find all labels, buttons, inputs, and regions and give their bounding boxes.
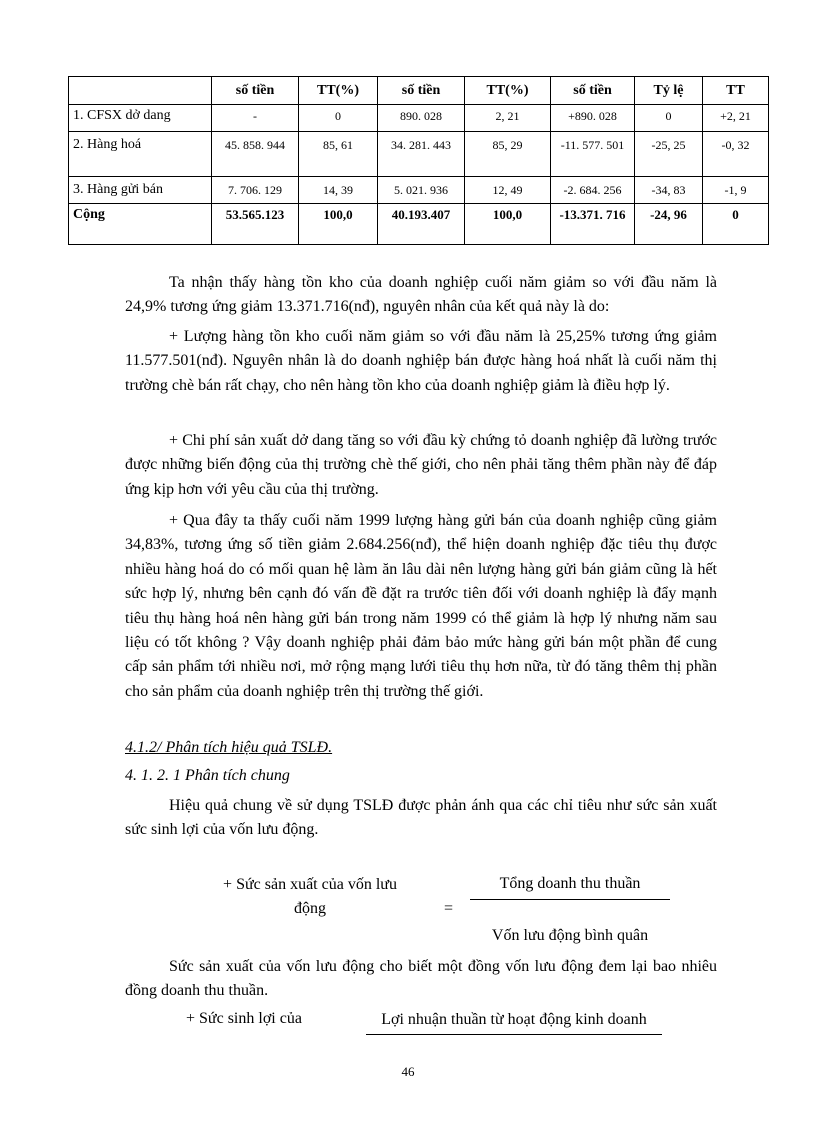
section-heading: 4.1.2/ Phân tích hiệu quả TSLĐ. bbox=[125, 739, 333, 756]
row-label: 3. Hàng gửi bán bbox=[69, 177, 212, 204]
header-cell: TT(%) bbox=[465, 77, 551, 105]
table-cell: 14, 39 bbox=[299, 177, 378, 204]
formula-label-line: động bbox=[294, 900, 326, 917]
equals-sign: = bbox=[444, 900, 454, 917]
table-cell: -0, 32 bbox=[703, 132, 769, 177]
fraction-bar bbox=[366, 1034, 662, 1035]
table-cell: 45. 858. 944 bbox=[212, 132, 299, 177]
total-label: Cộng bbox=[69, 204, 212, 245]
table-cell: -1, 9 bbox=[703, 177, 769, 204]
table-cell: 5. 021. 936 bbox=[378, 177, 465, 204]
paragraph-text: + Lượng hàng tồn kho cuối năm giảm so với đầu năm là 25,25% tương ứng giảm 11.577.501(nđ). Nguyên nhân là do doanh nghiệp bán được hàng hoá nhất là cuối năm thị trường chè bán rất chạy, cho nên hàng tồn kho của doanh nghiệp giảm là điều hợp lý. bbox=[125, 328, 717, 394]
paragraph-text: Ta nhận thấy hàng tồn kho của doanh nghiệp cuối năm giảm so với đầu năm là 24,9% tương ứng giảm 13.371.716(nđ), nguyên nhân của kết quả này là do: bbox=[125, 274, 717, 316]
paragraph-text: Sức sản xuất của vốn lưu động cho biết một đồng vốn lưu động đem lại bao nhiêu đồng doanh thu thuần. bbox=[125, 958, 717, 1000]
formula-numerator: Tổng doanh thu thuần bbox=[499, 875, 641, 892]
header-cell: Tỷ lệ bbox=[635, 77, 703, 105]
table-header-row bbox=[69, 77, 769, 105]
header-cell: số tiền bbox=[378, 77, 465, 105]
table-cell: 7. 706. 129 bbox=[212, 177, 299, 204]
table-cell: +890. 028 bbox=[551, 105, 635, 132]
table-cell: 34. 281. 443 bbox=[378, 132, 465, 177]
paragraph bbox=[125, 509, 717, 704]
formula-label bbox=[195, 873, 425, 921]
formula-label-line: + Sức sản xuất của vốn lưu bbox=[223, 876, 397, 893]
paragraph bbox=[125, 794, 717, 843]
fraction-bar bbox=[470, 899, 670, 900]
formula-denominator: Vốn lưu động bình quân bbox=[491, 927, 649, 944]
table-row bbox=[69, 177, 769, 204]
table-row bbox=[69, 105, 769, 132]
formula-numerator: Lợi nhuận thuần từ hoạt động kinh doanh bbox=[381, 1011, 647, 1028]
header-cell: số tiền bbox=[212, 77, 299, 105]
page-number: 46 bbox=[401, 1064, 415, 1079]
paragraph bbox=[125, 429, 717, 502]
subsection-heading: 4. 1. 2. 1 Phân tích chung bbox=[125, 767, 290, 784]
table-cell: 85, 29 bbox=[465, 132, 551, 177]
table-cell: 100,0 bbox=[465, 204, 551, 245]
header-cell: TT(%) bbox=[299, 77, 378, 105]
table-cell: - bbox=[212, 105, 299, 132]
table-cell: -13.371. 716 bbox=[551, 204, 635, 245]
header-cell bbox=[69, 77, 212, 105]
header-cell: TT bbox=[703, 77, 769, 105]
paragraph-text: Hiệu quả chung về sử dụng TSLĐ được phản ánh qua các chỉ tiêu như sức sản xuất sức sinh lợi của vốn lưu động. bbox=[125, 797, 717, 839]
header-cell: số tiền bbox=[551, 77, 635, 105]
table-cell: 53.565.123 bbox=[212, 204, 299, 245]
paragraph-text: + Qua đây ta thấy cuối năm 1999 lượng hàng gửi bán của doanh nghiệp cũng giảm 34,83%, tương ứng số tiền giảm 2.684.256(nđ), thể hiện doanh nghiệp đặc tiêu thụ được nhiều hàng hoá do có mối quan hệ làm ăn lâu dài nên lượng hàng gửi bán giảm cũng là hết sức hợp lý, nhưng bên cạnh đó vấn đề đặt ra trước tiên đối với doanh nghiệp là đẩy mạnh tiêu thụ hàng hoá nên hàng gửi bán trong năm 1999 có thể giảm là hợp lý nhưng năm sau liệu có tốt không ? Vậy doanh nghiệp phải đảm bảo mức hàng gửi bán một phần để cung cấp sản phẩm tới nhiều nơi, mở rộng mạng lưới tiêu thụ hơn nữa, từ đó tăng thêm thị phần cho sản phẩm của doanh nghiệp trên thị trường thế giới. bbox=[125, 512, 717, 700]
table-cell: 0 bbox=[299, 105, 378, 132]
paragraph bbox=[125, 271, 717, 320]
table-cell: 12, 49 bbox=[465, 177, 551, 204]
table-cell: -11. 577. 501 bbox=[551, 132, 635, 177]
table-row bbox=[69, 132, 769, 177]
table-cell: -24, 96 bbox=[635, 204, 703, 245]
table-cell: 0 bbox=[703, 204, 769, 245]
table-cell: -34, 83 bbox=[635, 177, 703, 204]
table-cell: 0 bbox=[635, 105, 703, 132]
table-cell: 2, 21 bbox=[465, 105, 551, 132]
formula-label: + Sức sinh lợi của bbox=[186, 1010, 302, 1027]
paragraph bbox=[125, 955, 717, 1004]
table-cell: 890. 028 bbox=[378, 105, 465, 132]
table-cell: 40.193.407 bbox=[378, 204, 465, 245]
table-cell: 85, 61 bbox=[299, 132, 378, 177]
table-cell: -25, 25 bbox=[635, 132, 703, 177]
table-cell: 100,0 bbox=[299, 204, 378, 245]
table-cell: -2. 684. 256 bbox=[551, 177, 635, 204]
paragraph-text: + Chi phí sản xuất dở dang tăng so với đầu kỳ chứng tỏ doanh nghiệp đã lường trước được những biến động của thị trường chè thế giới, cho nên phải tăng thêm phần này để đáp ứng kịp hơn với yêu cầu của thị trường. bbox=[125, 432, 717, 498]
row-label: 1. CFSX dở dang bbox=[69, 105, 212, 132]
row-label: 2. Hàng hoá bbox=[69, 132, 212, 177]
paragraph bbox=[125, 325, 717, 398]
table-total-row bbox=[69, 204, 769, 245]
inventory-table bbox=[68, 76, 769, 245]
table-cell: +2, 21 bbox=[703, 105, 769, 132]
